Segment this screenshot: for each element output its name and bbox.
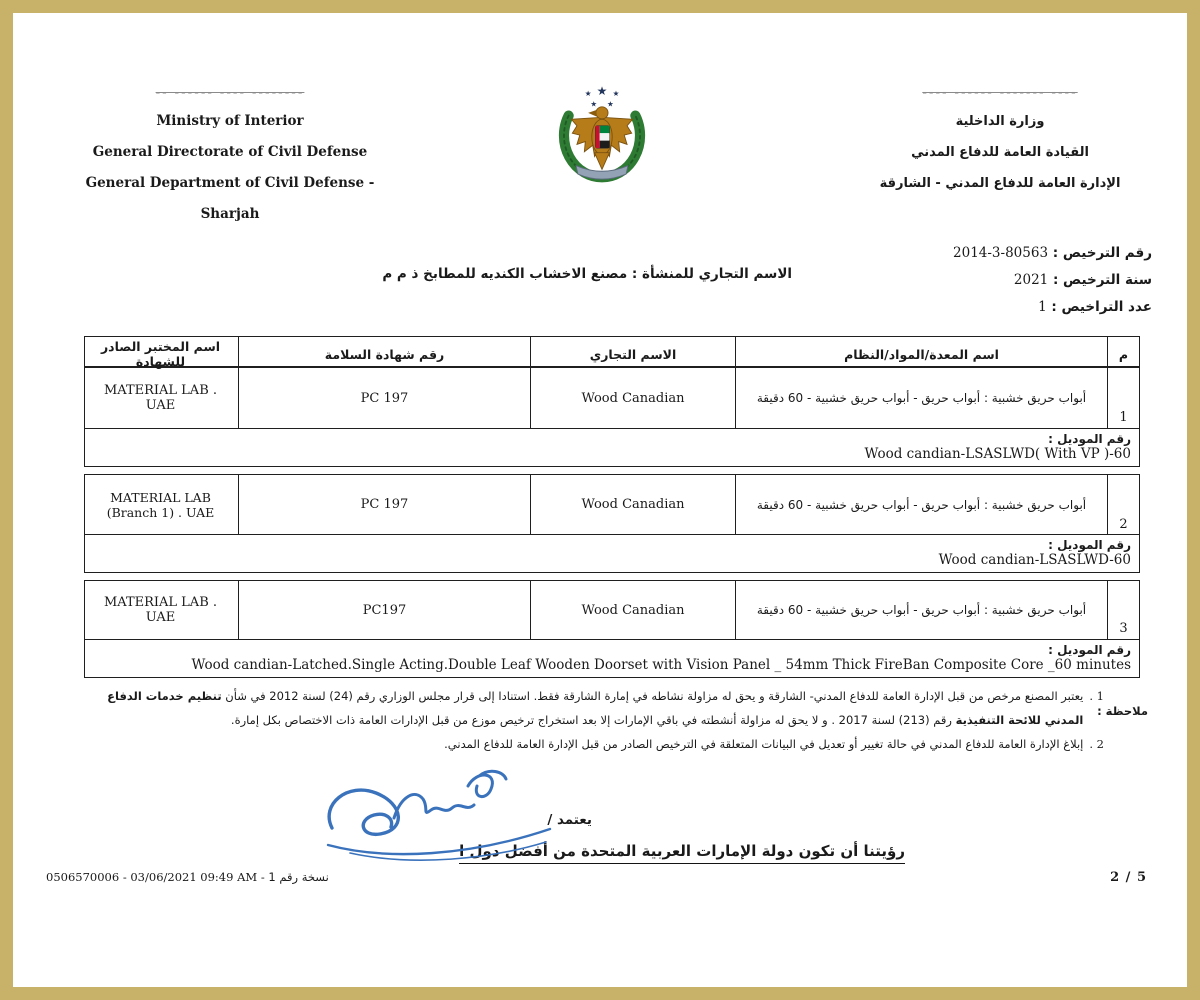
certificates-table [84,336,1140,678]
page-number: 2 / 5 [1110,870,1147,885]
license-count-value: 1 [1038,299,1047,315]
svg-text:★: ★ [607,99,614,109]
trade-name-value: مصنع الاخشاب الكنديه للمطابخ ذ م م [382,266,628,282]
vision-slogan: رؤيتنا أن تكون دولة الإمارات العربية المتحدة من أفضل دول ا [459,842,905,864]
row3-model-box [84,639,1140,678]
col-header-serial: م [1107,337,1139,371]
note-1-text-bold: تنظيم خدمات الدفاع المدني للائحة التنفيذية [107,689,1084,727]
row1-cert-number: PC 197 [238,368,530,428]
row2-item-name: أبواب حريق خشبية : أبواب حريق - أبواب حريق خشبية - 60 دقيقة [735,475,1107,535]
row1-lab-name: MATERIAL LAB . UAE [103,383,218,413]
note-1 [92,684,1104,732]
col-header-trade-name: الاسم التجاري [530,337,735,371]
table-group-gap [84,467,1140,474]
license-number-line [953,240,1152,267]
table-row [84,580,1140,640]
row1-item-name: أبواب حريق خشبية : أبواب حريق - أبواب حريق خشبية - 60 دقيقة [735,368,1107,428]
table-header-row [84,336,1140,367]
row3-model-value: Wood candian-Latched.Single Acting.Double Leaf Wooden Doorset with Vision Panel _ 54mm Thick FireBan Composite Core _60 minutes [191,656,1131,673]
ministry-of-interior-ar: وزارة الداخلية [955,114,1045,129]
model-number-label: رقم الموديل : [1048,538,1131,553]
model-number-label: رقم الموديل : [1048,431,1131,446]
col-header-item-name: اسم المعدة/المواد/النظام [735,337,1107,371]
row1-model-value: Wood candian-LSASLWD( With VP )-60 [864,445,1131,462]
footer-copy-number: نسخة رقم 1 [268,870,329,884]
row1-trade-name: Wood Canadian [530,368,735,428]
license-count-label: عدد التراخيص : [1051,299,1152,315]
note-2 [92,732,1104,756]
license-number-label: رقم الترخيص : [1052,245,1152,261]
general-directorate-en: General Directorate of Civil Defense [92,144,368,160]
license-count-line [953,294,1152,321]
emblem-svg [551,74,653,198]
approved-by-label: يعتمد / [547,812,592,828]
row2-serial: 2 [1107,475,1139,535]
license-info-block [953,240,1152,321]
note-label: ملاحظة : [1097,704,1148,718]
row3-lab-name: MATERIAL LAB . UAE [103,595,218,626]
row1-model-box [84,428,1140,467]
svg-text:★: ★ [612,89,620,99]
note-2-text: إبلاغ الإدارة العامة للدفاع المدني في حالة تغيير أو تعديل في البيانات المتعلقة في الترخيص الصادر من قبل الإدارة العامة للدفاع المدني. [444,737,1084,751]
faded-strikethrough-line-en: -- ------ ---- -------- [155,86,305,99]
trade-name-label: الاسم التجاري للمنشأة : [631,266,792,282]
header-arabic-block [842,80,1158,199]
ministry-of-interior-en: Ministry of Interior [156,113,304,129]
license-year-label: سنة الترخيص : [1052,272,1152,288]
note-2-number: 2 . [1089,737,1104,751]
footer-numbers: 0506570006 - 03/06/2021 09:49 AM - [46,870,269,884]
row2-model-value: Wood candian-LSASLWD-60 [938,552,1131,569]
header-english-block [65,80,395,230]
row2-lab-name: MATERIAL LAB (Branch 1) . UAE [106,489,215,520]
row2-model-box [84,534,1140,573]
general-command-civil-defense-ar: القيادة العامة للدفاع المدني [911,145,1089,160]
table-row [84,367,1140,429]
svg-text:★: ★ [584,89,592,99]
general-department-sharjah-en: General Department of Civil Defense - Sharjah [85,175,375,222]
row3-cert-number: PC197 [238,581,530,639]
note-1-text-a: يعتبر المصنع مرخص من قبل الإدارة العامة للدفاع المدني- الشارقة و يحق له مزاولة نشاطه في إمارة الشارقة فقط. استنادا إلى قرار مجلس الوزاري رقم (24) لسنة 2012 في شأن [225,689,1084,703]
row3-trade-name: Wood Canadian [530,581,735,639]
license-number-value: 2014-3-80563 [953,245,1049,261]
row2-cert-number: PC 197 [238,475,530,535]
svg-text:★: ★ [596,84,608,99]
row3-item-name: أبواب حريق خشبية : أبواب حريق - أبواب حريق خشبية - 60 دقيقة [735,581,1107,639]
row2-trade-name: Wood Canadian [530,475,735,535]
general-department-sharjah-ar: الإدارة العامة للدفاع المدني - الشارقة [879,176,1121,191]
table-group-gap [84,573,1140,580]
notes-block [92,684,1104,756]
note-1-number: 1 . [1089,689,1104,703]
signature-svg [318,766,558,871]
handwritten-signature [318,766,558,871]
model-number-label: رقم الموديل : [1048,642,1131,657]
col-header-issuing-lab: اسم المختبر الصادر للشهادة [100,339,221,369]
row3-serial: 3 [1107,581,1139,639]
note-1-text-c: رقم (213) لسنة 2017 . و لا يحق له مزاولة أنشطته في باقي الإمارات إلا بعد استخراج ترخيص موزع من قبل الإدارات العامة ذات الاختصاص بكل إمارة. [230,713,952,727]
row1-serial: 1 [1107,368,1139,428]
license-year-value: 2021 [1013,272,1049,288]
uae-civil-defense-emblem-icon [551,74,653,198]
table-row [84,474,1140,536]
note-1-text [92,684,1083,732]
col-header-safety-cert-number: رقم شهادة السلامة [238,337,530,371]
svg-text:★: ★ [590,99,597,109]
license-year-line [953,267,1152,294]
trade-name-line [382,266,792,282]
faded-strikethrough-line-ar: ---- ------- ------ ---- [922,86,1078,99]
footer-reference-line [46,870,329,884]
